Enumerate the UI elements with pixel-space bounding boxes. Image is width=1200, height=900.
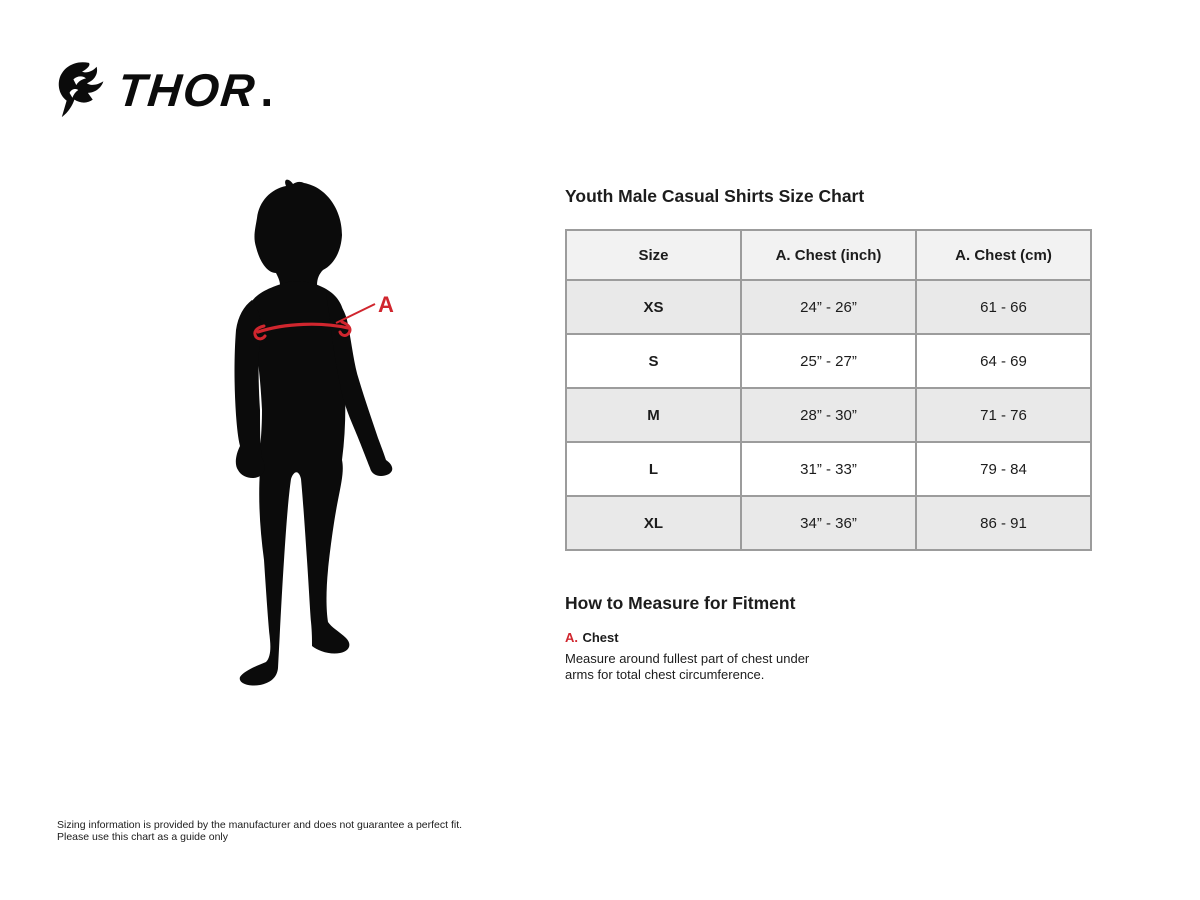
thor-goat-icon [56, 60, 114, 120]
thor-logo-text: THOR [115, 64, 260, 116]
size-value: XS [566, 280, 741, 334]
disclaimer [57, 819, 462, 843]
disclaimer-line-1: Sizing information is provided by the manufacturer and does not guarantee a perfect fit. [57, 819, 463, 831]
measurement-figure [200, 170, 460, 710]
measurement-label-a: A [378, 292, 394, 317]
column-header-chest-inch: A. Chest (inch) [741, 230, 916, 280]
size-chart-table-body [566, 280, 1091, 550]
table-row-xl [566, 496, 1091, 550]
chest-cm-value: 71 - 76 [916, 388, 1091, 442]
chest-inch-value: 28” - 30” [741, 388, 916, 442]
chest-inch-value: 34” - 36” [741, 496, 916, 550]
size-chart-table [565, 229, 1092, 551]
how-to-measure-section [565, 593, 1092, 683]
chest-inch-value: 25” - 27” [741, 334, 916, 388]
size-chart-content [565, 186, 1092, 683]
chest-cm-value: 79 - 84 [916, 442, 1091, 496]
measure-label-chest: Chest [582, 630, 619, 645]
chest-inch-value: 31” - 33” [741, 442, 916, 496]
measure-key-a: A. [565, 630, 578, 645]
size-value: S [566, 334, 741, 388]
measure-item-chest [565, 629, 1092, 683]
size-chart-title: Youth Male Casual Shirts Size Chart [565, 186, 865, 206]
size-chart-table-head [566, 230, 1091, 280]
disclaimer-line-2: Please use this chart as a guide only [57, 831, 229, 843]
chest-inch-value: 24” - 26” [741, 280, 916, 334]
thor-logo-period: . [260, 64, 274, 116]
size-value: XL [566, 496, 741, 550]
thor-logo [56, 60, 273, 120]
table-row-m [566, 388, 1091, 442]
measure-item-heading [565, 629, 1092, 647]
table-header-row [566, 230, 1091, 280]
measure-description: Measure around fullest part of chest under arms for total chest circumference. [565, 651, 810, 682]
size-value: L [566, 442, 741, 496]
child-silhouette-svg [200, 170, 460, 710]
table-row-s [566, 334, 1091, 388]
chest-cm-value: 64 - 69 [916, 334, 1091, 388]
column-header-chest-cm: A. Chest (cm) [916, 230, 1091, 280]
table-row-l [566, 442, 1091, 496]
chest-cm-value: 61 - 66 [916, 280, 1091, 334]
chest-cm-value: 86 - 91 [916, 496, 1091, 550]
column-header-size: Size [566, 230, 741, 280]
size-value: M [566, 388, 741, 442]
silhouette-head [254, 180, 342, 285]
how-to-measure-title: How to Measure for Fitment [565, 593, 796, 613]
table-row-xs [566, 280, 1091, 334]
